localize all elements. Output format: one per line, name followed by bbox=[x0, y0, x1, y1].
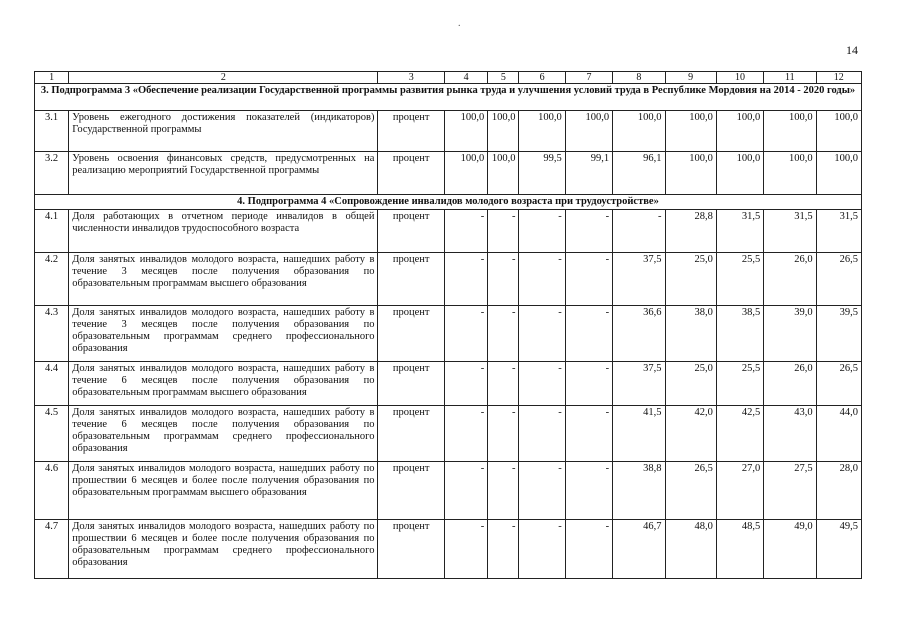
column-number: 12 bbox=[816, 72, 861, 84]
indicator-name: Доля занятых инвалидов молодого возраста, нашедших работу по прошествии 6 месяцев и более после получения образования по образовательным программам среднего профессионального образования bbox=[69, 520, 378, 579]
value-cell: 42,0 bbox=[665, 406, 716, 462]
column-number: 9 bbox=[665, 72, 716, 84]
value-cell: - bbox=[519, 462, 565, 520]
value-cell: - bbox=[444, 362, 487, 406]
section-header-row bbox=[35, 84, 862, 111]
indicator-name: Доля занятых инвалидов молодого возраста, нашедших работу в течение 3 месяцев после получения образования по образовательным программам высшего образования bbox=[69, 253, 378, 306]
value-cell: 100,0 bbox=[613, 111, 665, 152]
unit-cell: процент bbox=[378, 406, 444, 462]
value-cell: 39,5 bbox=[816, 306, 861, 362]
column-number: 8 bbox=[613, 72, 665, 84]
value-cell: - bbox=[488, 253, 519, 306]
value-cell: 100,0 bbox=[665, 111, 716, 152]
row-number: 4.7 bbox=[35, 520, 69, 579]
column-number: 11 bbox=[764, 72, 816, 84]
column-number: 4 bbox=[444, 72, 487, 84]
column-number: 2 bbox=[69, 72, 378, 84]
value-cell: 100,0 bbox=[565, 111, 612, 152]
value-cell: 100,0 bbox=[716, 111, 763, 152]
column-number: 7 bbox=[565, 72, 612, 84]
value-cell: 48,0 bbox=[665, 520, 716, 579]
column-number: 1 bbox=[35, 72, 69, 84]
unit-cell: процент bbox=[378, 520, 444, 579]
value-cell: - bbox=[444, 520, 487, 579]
table-row bbox=[35, 362, 862, 406]
table-row bbox=[35, 406, 862, 462]
value-cell: 28,0 bbox=[816, 462, 861, 520]
value-cell: 37,5 bbox=[613, 253, 665, 306]
value-cell: - bbox=[444, 306, 487, 362]
value-cell: 100,0 bbox=[444, 152, 487, 195]
column-number: 6 bbox=[519, 72, 565, 84]
section-title: 4. Подпрограмма 4 «Сопровождение инвалидов молодого возраста при трудоустройстве» bbox=[35, 195, 862, 210]
table-row bbox=[35, 152, 862, 195]
table-row bbox=[35, 462, 862, 520]
value-cell: 100,0 bbox=[764, 152, 816, 195]
value-cell: 100,0 bbox=[519, 111, 565, 152]
indicator-name: Уровень освоения финансовых средств, предусмотренных на реализацию мероприятий Государственной программы bbox=[69, 152, 378, 195]
value-cell: 100,0 bbox=[488, 111, 519, 152]
value-cell: - bbox=[519, 210, 565, 253]
value-cell: - bbox=[444, 210, 487, 253]
value-cell: 49,0 bbox=[764, 520, 816, 579]
value-cell: - bbox=[565, 362, 612, 406]
value-cell: 46,7 bbox=[613, 520, 665, 579]
indicator-name: Доля занятых инвалидов молодого возраста, нашедших работу в течение 3 месяцев после получения образования по образовательным программам среднего профессионального образования bbox=[69, 306, 378, 362]
unit-cell: процент bbox=[378, 362, 444, 406]
value-cell: 27,0 bbox=[716, 462, 763, 520]
value-cell: 38,8 bbox=[613, 462, 665, 520]
value-cell: 27,5 bbox=[764, 462, 816, 520]
value-cell: - bbox=[519, 253, 565, 306]
value-cell: - bbox=[519, 520, 565, 579]
indicator-name: Доля работающих в отчетном периоде инвалидов в общей численности инвалидов трудоспособного возраста bbox=[69, 210, 378, 253]
value-cell: 26,0 bbox=[764, 253, 816, 306]
unit-cell: процент bbox=[378, 253, 444, 306]
value-cell: - bbox=[565, 253, 612, 306]
row-number: 4.5 bbox=[35, 406, 69, 462]
value-cell: 100,0 bbox=[488, 152, 519, 195]
value-cell: - bbox=[613, 210, 665, 253]
value-cell: - bbox=[519, 362, 565, 406]
value-cell: - bbox=[565, 306, 612, 362]
value-cell: 44,0 bbox=[816, 406, 861, 462]
value-cell: 28,8 bbox=[665, 210, 716, 253]
indicator-name: Доля занятых инвалидов молодого возраста, нашедших работу в течение 6 месяцев после получения образования по образовательным программам среднего профессионального образования bbox=[69, 406, 378, 462]
row-number: 4.3 bbox=[35, 306, 69, 362]
value-cell: 100,0 bbox=[716, 152, 763, 195]
value-cell: 41,5 bbox=[613, 406, 665, 462]
value-cell: 36,6 bbox=[613, 306, 665, 362]
table-row bbox=[35, 306, 862, 362]
column-number: 5 bbox=[488, 72, 519, 84]
row-number: 4.2 bbox=[35, 253, 69, 306]
table-row bbox=[35, 210, 862, 253]
unit-cell: процент bbox=[378, 210, 444, 253]
page-number: 14 bbox=[846, 43, 858, 57]
value-cell: - bbox=[488, 306, 519, 362]
value-cell: 26,5 bbox=[816, 362, 861, 406]
value-cell: - bbox=[444, 406, 487, 462]
value-cell: - bbox=[565, 520, 612, 579]
value-cell: 25,0 bbox=[665, 253, 716, 306]
value-cell: 38,5 bbox=[716, 306, 763, 362]
value-cell: 100,0 bbox=[665, 152, 716, 195]
column-number: 3 bbox=[378, 72, 444, 84]
value-cell: 48,5 bbox=[716, 520, 763, 579]
value-cell: 25,5 bbox=[716, 253, 763, 306]
value-cell: - bbox=[488, 210, 519, 253]
value-cell: 43,0 bbox=[764, 406, 816, 462]
value-cell: 37,5 bbox=[613, 362, 665, 406]
value-cell: 26,5 bbox=[665, 462, 716, 520]
row-number: 4.6 bbox=[35, 462, 69, 520]
value-cell: - bbox=[565, 406, 612, 462]
value-cell: - bbox=[444, 253, 487, 306]
value-cell: 100,0 bbox=[816, 111, 861, 152]
unit-cell: процент bbox=[378, 111, 444, 152]
value-cell: - bbox=[565, 462, 612, 520]
row-number: 3.1 bbox=[35, 111, 69, 152]
table-body bbox=[35, 84, 862, 579]
value-cell: - bbox=[519, 406, 565, 462]
indicator-name: Уровень ежегодного достижения показателей (индикаторов) Государственной программы bbox=[69, 111, 378, 152]
value-cell: - bbox=[519, 306, 565, 362]
indicators-table bbox=[34, 71, 862, 579]
column-number-row bbox=[35, 72, 862, 84]
indicator-name: Доля занятых инвалидов молодого возраста, нашедших работу в течение 6 месяцев после получения образования по образовательным программам высшего образования bbox=[69, 362, 378, 406]
value-cell: 96,1 bbox=[613, 152, 665, 195]
row-number: 3.2 bbox=[35, 152, 69, 195]
value-cell: 31,5 bbox=[716, 210, 763, 253]
stray-dot: . bbox=[458, 18, 461, 29]
row-number: 4.1 bbox=[35, 210, 69, 253]
value-cell: - bbox=[488, 362, 519, 406]
table-row bbox=[35, 520, 862, 579]
value-cell: - bbox=[488, 462, 519, 520]
value-cell: 100,0 bbox=[816, 152, 861, 195]
indicator-name: Доля занятых инвалидов молодого возраста, нашедших работу по прошествии 6 месяцев и более после получения образования по образовательным программам высшего образования bbox=[69, 462, 378, 520]
value-cell: 99,1 bbox=[565, 152, 612, 195]
value-cell: 31,5 bbox=[764, 210, 816, 253]
value-cell: 100,0 bbox=[444, 111, 487, 152]
unit-cell: процент bbox=[378, 462, 444, 520]
value-cell: 100,0 bbox=[764, 111, 816, 152]
value-cell: 25,0 bbox=[665, 362, 716, 406]
value-cell: 49,5 bbox=[816, 520, 861, 579]
unit-cell: процент bbox=[378, 306, 444, 362]
value-cell: 26,5 bbox=[816, 253, 861, 306]
value-cell: 99,5 bbox=[519, 152, 565, 195]
section-header-row bbox=[35, 195, 862, 210]
row-number: 4.4 bbox=[35, 362, 69, 406]
table-row bbox=[35, 111, 862, 152]
value-cell: 31,5 bbox=[816, 210, 861, 253]
unit-cell: процент bbox=[378, 152, 444, 195]
value-cell: 39,0 bbox=[764, 306, 816, 362]
section-title: 3. Подпрограмма 3 «Обеспечение реализации Государственной программы развития рынка труда и улучшения условий труда в Республике Мордовия на 2014 - 2020 годы» bbox=[35, 84, 862, 111]
value-cell: 25,5 bbox=[716, 362, 763, 406]
value-cell: - bbox=[488, 406, 519, 462]
table-row bbox=[35, 253, 862, 306]
value-cell: - bbox=[444, 462, 487, 520]
value-cell: 38,0 bbox=[665, 306, 716, 362]
value-cell: 26,0 bbox=[764, 362, 816, 406]
value-cell: 42,5 bbox=[716, 406, 763, 462]
value-cell: - bbox=[488, 520, 519, 579]
value-cell: - bbox=[565, 210, 612, 253]
column-number: 10 bbox=[716, 72, 763, 84]
